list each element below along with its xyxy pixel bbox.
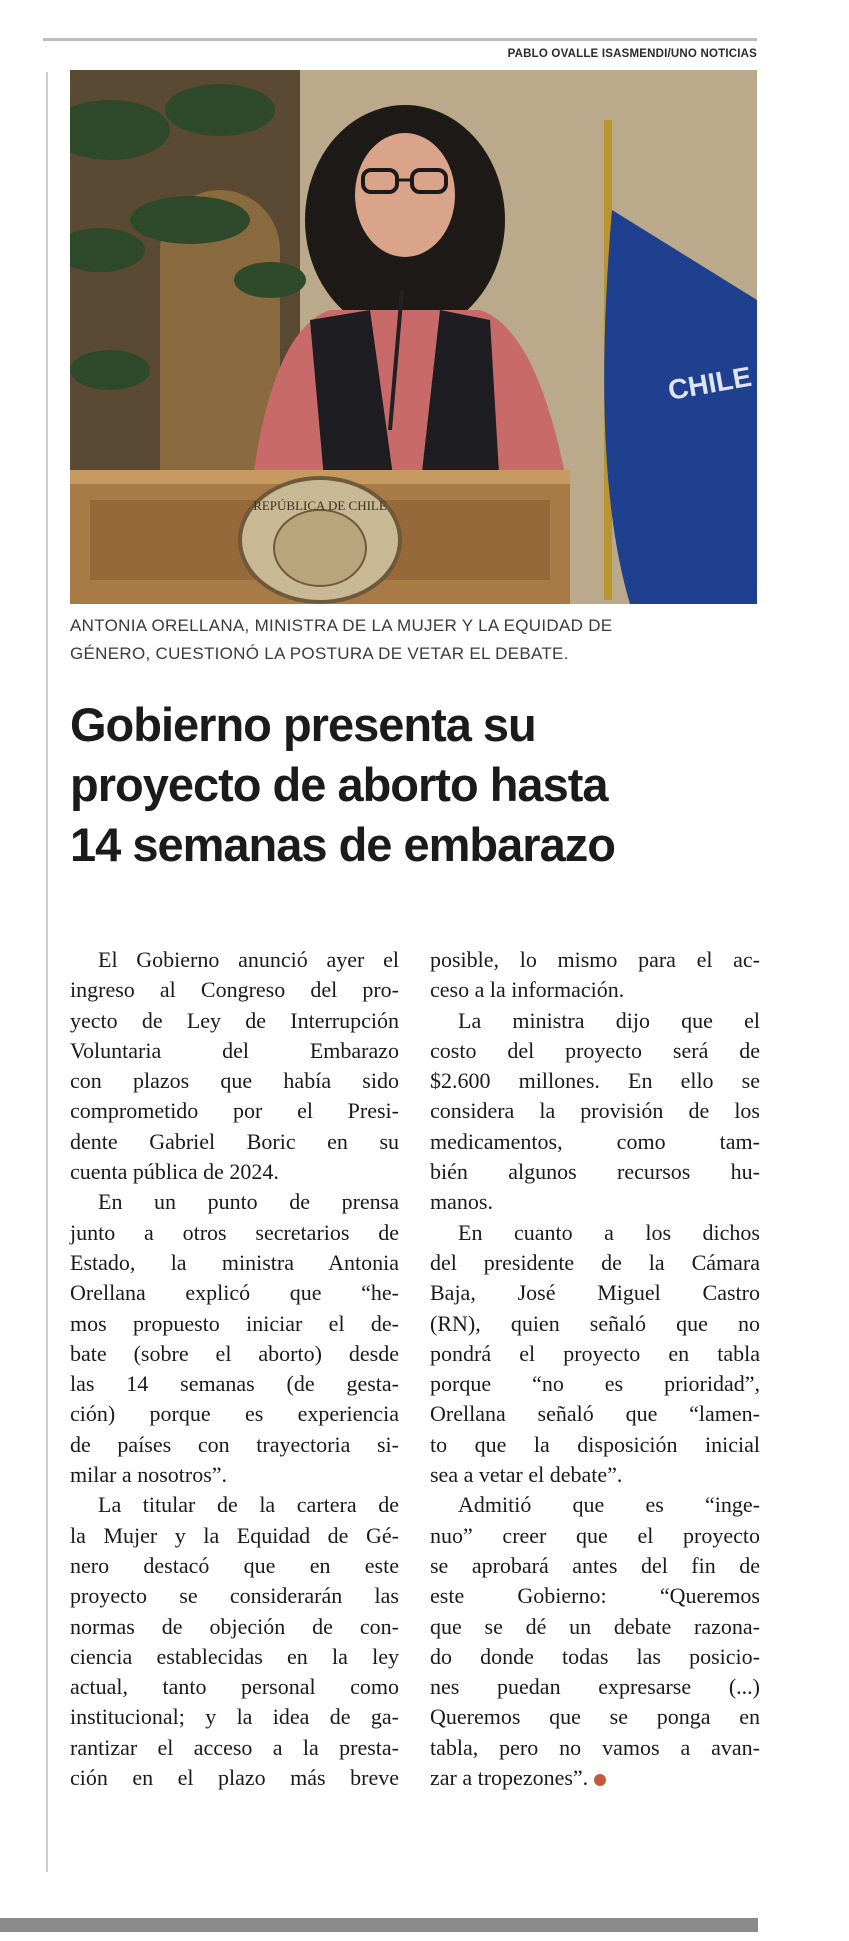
body-text-line: tabla, pero no vamos a avan-	[430, 1734, 760, 1760]
top-rule	[43, 38, 757, 41]
body-text-line: do donde todas las posicio-	[430, 1643, 760, 1669]
body-text-line: En un punto de prensa	[98, 1189, 399, 1215]
caption-line: ANTONIA ORELLANA, MINISTRA DE LA MUJER Y LA EQUIDAD DE	[70, 616, 613, 635]
body-text-line: que se dé un debate razona-	[430, 1613, 760, 1639]
svg-text:REPÚBLICA DE CHILE: REPÚBLICA DE CHILE	[253, 498, 387, 513]
body-text-line: zar a tropezones”.	[430, 1763, 760, 1793]
body-text-line: medicamentos, como tam-	[430, 1128, 760, 1154]
body-text-line: institucional; y la idea de ga-	[70, 1704, 399, 1730]
article-photo	[70, 70, 757, 604]
photo-caption	[70, 612, 760, 668]
body-text-line: ingreso al Congreso del pro-	[70, 977, 399, 1003]
photo-credit: PABLO OVALLE ISASMENDI/UNO NOTICIAS	[507, 48, 757, 60]
body-text-line: En cuanto a los dichos	[458, 1219, 760, 1245]
body-text-line: la Mujer y la Equidad de Gé-	[70, 1522, 399, 1548]
body-text-line: posible, lo mismo para el ac-	[430, 947, 760, 972]
body-text-line: proyecto se considerarán las	[70, 1583, 399, 1609]
body-text-line: mos propuesto iniciar el de-	[70, 1310, 399, 1336]
end-mark-icon	[594, 1774, 606, 1786]
body-text-line: Queremos que se ponga en	[430, 1704, 760, 1730]
body-text-line: Baja, José Miguel Castro	[430, 1280, 760, 1306]
body-text-line: las 14 semanas (de gesta-	[70, 1371, 399, 1397]
caption-line: GÉNERO, CUESTIONÓ LA POSTURA DE VETAR EL DEBATE.	[70, 644, 569, 663]
body-text-line: Estado, la ministra Antonia	[70, 1249, 399, 1275]
body-text-line: $2.600 millones. En ello se	[430, 1068, 760, 1094]
body-text-line: ceso a la información.	[430, 977, 625, 1003]
body-text-line: ciencia establecidas en la ley	[70, 1643, 399, 1669]
body-text-line: manos.	[430, 1189, 493, 1215]
body-text-line: Admitió que es “inge-	[458, 1492, 760, 1518]
body-text-line: porque “no es prioridad”,	[430, 1371, 760, 1397]
body-text-line: pondrá el proyecto en tabla	[430, 1340, 760, 1366]
headline-line: proyecto de aborto hasta	[70, 758, 608, 811]
body-text-line: nuo” creer que el proyecto	[430, 1522, 760, 1548]
body-text-line: Orellana señaló que “lamen-	[430, 1401, 760, 1427]
body-text-line: dente Gabriel Boric en su	[70, 1128, 399, 1154]
body-text-line: Voluntaria del Embarazo	[70, 1037, 399, 1063]
body-text-line: bate (sobre el aborto) desde	[70, 1340, 399, 1366]
body-text-line: (RN), quien señaló que no	[430, 1310, 760, 1336]
margin-rule	[46, 72, 48, 1872]
body-text-line: costo del proyecto será de	[430, 1037, 760, 1063]
body-text-line: nero destacó que en este	[70, 1552, 399, 1578]
body-text-line: junto a otros secretarios de	[70, 1219, 399, 1245]
body-text-line: comprometido por el Presi-	[70, 1098, 399, 1124]
body-text-line: milar a nosotros”.	[70, 1462, 228, 1488]
body-text-line: Orellana explicó que “he-	[70, 1280, 399, 1306]
body-text-line: del presidente de la Cámara	[430, 1249, 760, 1275]
body-text-line: cuenta pública de 2024.	[70, 1159, 279, 1185]
body-text-line: con plazos que había sido	[70, 1068, 399, 1094]
body-text-line: este Gobierno: “Queremos	[430, 1583, 760, 1609]
body-text-line: to que la disposición inicial	[430, 1431, 760, 1457]
body-text-line: actual, tanto personal como	[70, 1674, 399, 1700]
bottom-bar	[0, 1918, 758, 1932]
article-headline	[70, 695, 770, 875]
body-text-line: yecto de Ley de Interrupción	[70, 1007, 399, 1033]
body-text-line: ción) porque es experiencia	[70, 1401, 399, 1427]
body-text-line: nes puedan expresarse (...)	[430, 1674, 760, 1700]
body-text-line: El Gobierno anunció ayer el	[98, 947, 399, 972]
portrait-photo-icon	[70, 70, 757, 604]
body-column-1	[70, 945, 399, 1793]
body-text-line: se aprobará antes del fin de	[430, 1552, 760, 1578]
body-text-line: rantizar el acceso a la presta-	[70, 1734, 399, 1760]
body-text-line: considera la provisión de los	[430, 1098, 760, 1124]
body-text-line: bién algunos recursos hu-	[430, 1159, 760, 1185]
body-text-line: La ministra dijo que el	[458, 1007, 760, 1033]
body-text-line: de países con trayectoria si-	[70, 1431, 399, 1457]
svg-text:CHILE: CHILE	[665, 360, 754, 406]
body-text-line: normas de objeción de con-	[70, 1613, 399, 1639]
headline-line: 14 semanas de embarazo	[70, 818, 615, 871]
body-column-2	[430, 945, 760, 1793]
seal-icon	[240, 478, 400, 602]
body-text-line: sea a vetar el debate”.	[430, 1462, 623, 1488]
body-text-line: ción en el plazo más breve	[70, 1765, 399, 1791]
headline-line: Gobierno presenta su	[70, 698, 536, 751]
body-text-line: La titular de la cartera de	[98, 1492, 399, 1518]
